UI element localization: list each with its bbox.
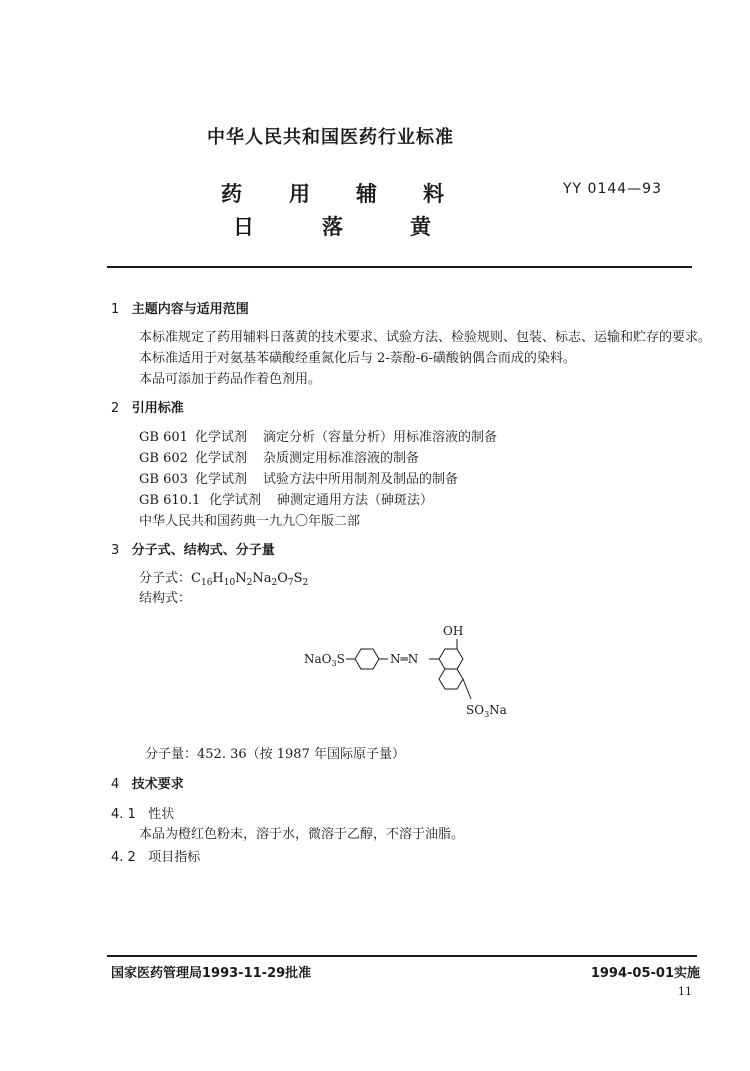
reference-category: 化学试剂	[195, 430, 248, 445]
reference-category: 化学试剂	[209, 493, 262, 508]
section-title: 主题内容与适用范围	[131, 302, 249, 317]
standard-number: YY 0144—93	[563, 181, 662, 197]
formula-subscript: 16	[200, 578, 213, 588]
structural-formula	[290, 615, 530, 725]
section-4-heading	[111, 773, 184, 792]
formula-element: H	[212, 571, 224, 586]
reference-item	[139, 468, 458, 487]
reference-code: GB 602	[139, 451, 188, 466]
section-number: 4	[111, 777, 120, 792]
title-char: 辅	[356, 182, 377, 206]
naphthalene-ring-lower	[439, 669, 463, 689]
title-char: 落	[322, 215, 343, 239]
paragraph: 本标准适用于对氨基苯磺酸经重氮化后与 2-萘酚-6-磺酸钠偶合而成的染料。	[139, 351, 576, 366]
subsection-4-2-heading	[111, 846, 200, 865]
paragraph: 本标准规定了药用辅料日落黄的技术要求、试验方法、检验规则、包装、标志、运输和贮存的要求。	[139, 330, 712, 345]
approval-date: 国家医药管理局1993-11-29批准	[111, 966, 312, 981]
section-number: 2	[111, 401, 120, 416]
effective-date: 1994-05-01实施	[590, 966, 700, 981]
molecular-weight: 分子量：452. 36（按 1987 年国际原子量）	[145, 747, 405, 762]
section-1-heading	[111, 298, 249, 317]
hydroxyl-label: OH	[443, 624, 464, 638]
section-3-heading	[111, 539, 275, 558]
title-char: 料	[423, 182, 444, 206]
subsection-title: 项目指标	[148, 850, 201, 865]
reference-name: 砷测定通用方法（砷斑法）	[277, 493, 434, 508]
reference-category: 化学试剂	[195, 451, 248, 466]
formula-subscript: 2	[246, 578, 253, 588]
bond-line	[463, 679, 471, 699]
reference-item	[139, 447, 419, 466]
page-number: 11	[678, 985, 692, 998]
pharmacopoeia-reference: 中华人民共和国药典一九九〇年版二部	[139, 514, 361, 529]
header-rule	[107, 266, 692, 268]
section-title: 分子式、结构式、分子量	[131, 543, 275, 558]
azo-group-label: N═N	[390, 652, 419, 666]
reference-category: 化学试剂	[195, 472, 248, 487]
reference-code: GB 610.1	[139, 493, 201, 508]
footer-rule	[107, 955, 697, 957]
molecular-formula	[139, 567, 308, 588]
formula-element: S	[293, 571, 303, 586]
paragraph: 本品为橙红色粉末，溶于水，微溶于乙醇，不溶于油脂。	[139, 827, 465, 842]
section-number: 3	[111, 543, 120, 558]
naphthalene-ring-upper	[439, 649, 463, 669]
reference-item	[139, 489, 433, 508]
formula-element: N	[235, 571, 247, 586]
formula-element: O	[277, 571, 288, 586]
formula-subscript: 2	[271, 578, 278, 588]
section-title: 引用标准	[131, 401, 184, 416]
reference-name: 杂质测定用标准溶液的制备	[263, 451, 420, 466]
title-char: 用	[289, 182, 310, 206]
reference-code: GB 601	[139, 430, 188, 445]
structure-label: 结构式：	[139, 591, 192, 606]
formula-element: C	[191, 571, 201, 586]
title-char: 日	[233, 215, 254, 239]
benzene-ring	[355, 649, 379, 669]
formula-subscript: 2	[302, 578, 309, 588]
formula-label: 分子式：	[139, 571, 192, 586]
formula-element: Na	[252, 571, 272, 586]
reference-item	[139, 426, 497, 445]
title-char: 药	[221, 182, 242, 206]
subsection-title: 性状	[148, 807, 175, 822]
title-char: 黄	[410, 215, 431, 239]
left-substituent-label: NaO$_3$S	[304, 652, 345, 668]
section-2-heading	[111, 397, 184, 416]
section-title: 技术要求	[131, 777, 184, 792]
issuer-title: 中华人民共和国医药行业标准	[207, 127, 454, 148]
formula-subscript: 7	[287, 578, 294, 588]
formula-subscript: 10	[223, 578, 236, 588]
reference-code: GB 603	[139, 472, 188, 487]
section-number: 1	[111, 302, 120, 317]
right-substituent-label: $SO_3Na$	[466, 703, 507, 719]
subsection-number: 4. 1	[111, 807, 136, 822]
reference-name: 滴定分析（容量分析）用标准溶液的制备	[263, 430, 498, 445]
subsection-4-1-heading	[111, 803, 174, 822]
paragraph: 本品可添加于药品作着色剂用。	[139, 372, 322, 387]
reference-name: 试验方法中所用制剂及制品的制备	[263, 472, 459, 487]
subsection-number: 4. 2	[111, 850, 136, 865]
